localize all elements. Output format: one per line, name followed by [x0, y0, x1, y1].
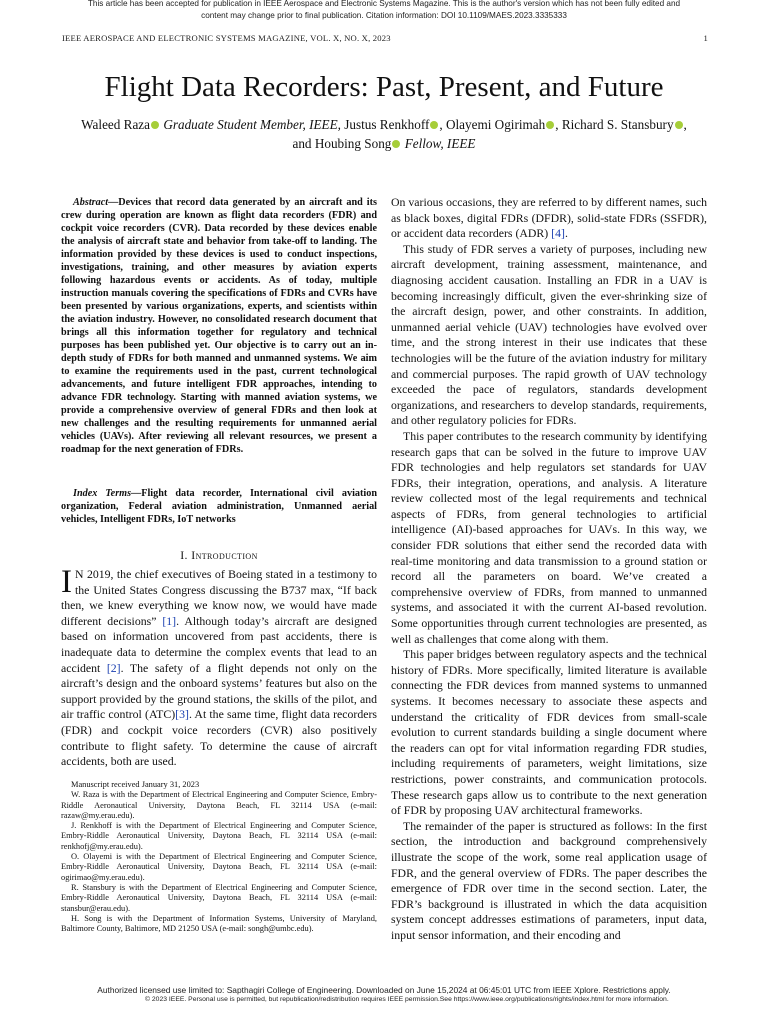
- citation-link[interactable]: [1]: [162, 613, 177, 628]
- footnote: R. Stansbury is with the Department of Electrical Engineering and Computer Science, Embry-Riddle Aeronautical University, Daytona Beach, FL 32114 USA (e-mail: stansbur@erau.edu).: [61, 882, 377, 913]
- citation-link[interactable]: [4]: [551, 226, 565, 241]
- body-paragraph: This study of FDR serves a variety of purposes, including new aircraft development, training assessment, maintenance, and diagnosing accident causation. Installing an FDR in a UAV is becoming increasingly difficult, given the ever-shrinking size of the aircraft design, power, and other constraints. In addition, unmanned aerial vehicle (UAV) technologies have evolved over time, and the strong interest in their use indicates that these technologies will be the future of the aviation industry for military and commercial purposes. The rapid growth of UAV technology exceeded the pace of regulators, standards development organizations, and researchers to develop standards, requirements, and other regulatory policies for FDRs.: [391, 241, 707, 428]
- copyright-footer: © 2023 IEEE. Personal use is permitted, but republication/redistribution requires IEEE permission.See https://www.ieee.org/publications/rights/index.html for more information.: [145, 996, 669, 1003]
- intro-text: N 2019, the chief executives of Boeing stated in a testimony to the United States Congress discussing the B737 max, “If back then, we knew everything we know now, we would have made different decisions”: [61, 567, 377, 628]
- orcid-icon[interactable]: [675, 121, 683, 129]
- body-paragraph: This paper contributes to the research community by identifying research gaps that can be solved in the future to improve UAV FDR technologies and help regulators set standards for UAV FDRs, their integration, operations, and analysis. A literature review collected most of the legal requirements and technical aspects of FDRs, from general technologies to artificial intelligence (AI)-based approaches for UAVs. In this way, we consider FDR solutions that either send the recorded data with real-time monitoring and data transmission to a ground station or record all the parameters on board. We’ve created a comprehensive overview of FDRs, from manned to unmanned systems, and associated it with the current AI-based revolution. Some opportunities through current technologies are presented, as well as challenges that come along with them.: [391, 428, 707, 646]
- publication-notice-line-1: This article has been accepted for publication in IEEE Aerospace and Electronic Systems Magazine. This is the author's version which has not been fully edited and: [87, 0, 681, 8]
- abstract-text: —Devices that record data generated by an aircraft and its crew during operation are known as flight data recorders (FDR) and cockpit voice recorders (CVR). Data recorded by these devices enable the analysis of aircraft state and behavior from take-off to landing. The information provided by these devices is used to conduct inspections, investigations, training, and other measures by aviation experts following hazardous events or accidents. As of today, multiple instruction manuals covering the specifications of FDRs and CVRs have been presented by various organizations, experts, and scientists within the aviation industry. However, no consolidated research document that brings all this information together for regulatory and technical purposes has been published yet. Our objective is to carry out an in-depth study of FDRs for both manned and unmanned systems. We aim to examine the requirements used in the past, current technological advancements, and future intelligent FDR approaches, intending to advance FDR technology. Starting with manned aviation systems, we provide a comprehensive overview of general FDRs and then look at new challenges and the resulting requirements for unmanned aerial vehicles (UAVs). After reviewing all relevant resources, we present a roadmap for the next generation of FDRs.: [61, 197, 377, 455]
- footnote: J. Renkhoff is with the Department of Electrical Engineering and Computer Science, Embry-Riddle Aeronautical University, Daytona Beach, FL 32114 USA (e-mail: renkhofj@my.erau.edu).: [61, 821, 377, 851]
- citation-link[interactable]: [3]: [175, 707, 189, 722]
- license-footer: Authorized licensed use limited to: Sapthagiri College of Engineering. Downloaded on June 15,2024 at 06:45:01 UTC from IEEE Xplore. Restrictions apply.: [97, 985, 671, 995]
- author-list: [60, 115, 708, 153]
- footnote: Manuscript received January 31, 2023: [71, 780, 200, 789]
- author-name[interactable]: Waleed Raza: [81, 117, 151, 132]
- index-terms-label: Index Terms: [73, 488, 132, 499]
- running-head: [62, 33, 708, 43]
- author-name[interactable]: Olayemi Ogirimah: [445, 117, 546, 132]
- intro-text: . The safety of a flight depends not only on the aircraft’s design and the onboard systems’ features but also on the support provided by the ground stations, the skills of the pilot, and air traffic control (ATC): [61, 660, 377, 722]
- paragraph-text: On various occasions, they are referred to by different names, such as black boxes, digital FDRs (DFDR), solid-state FDRs (SSFDR), or accident data recorders (ADR): [391, 195, 707, 241]
- orcid-icon[interactable]: [392, 140, 400, 148]
- journal-name: IEEE AEROSPACE AND ELECTRONIC SYSTEMS MAGAZINE, VOL. X, NO. X, 2023: [62, 33, 391, 43]
- paper-title: Flight Data Recorders: Past, Present, and Future: [104, 71, 664, 103]
- orcid-icon[interactable]: [430, 121, 438, 129]
- author-name[interactable]: Richard S. Stansbury: [561, 117, 674, 132]
- orcid-icon[interactable]: [151, 121, 159, 129]
- body-paragraph: The remainder of the paper is structured as follows: In the first section, the introduction and background comprehensively illustrate the scope of the work, some real application usage of FDR, and the general overview of FDRs. The paper describes the emergence of FDR over time in the second section. Later, the FDR’s background is illustrated in which the data acquisition system concept addresses estimations of parameters, input data, input sensor information, and their encoding and: [391, 818, 707, 942]
- drop-cap: I: [61, 564, 72, 600]
- intro-text: . At the same time, flight data recorders (FDR) and cockpit voice recorders (CVR) also positively contribute to flight safety. To determine the cause of aircraft accidents, both are used.: [61, 707, 377, 769]
- section-number: I.: [180, 548, 188, 562]
- footnote: H. Song is with the Department of Information Systems, University of Maryland, Baltimore County, Baltimore, MD 21250 USA (e-mail: songh@umbc.edu).: [61, 913, 377, 934]
- author-name[interactable]: Justus Renkhoff: [344, 117, 430, 132]
- footnote: W. Raza is with the Department of Electrical Engineering and Computer Science, Embry-Riddle Aeronautical University, Daytona Beach, FL 32114 USA (e-mail: razaw@my.erau.edu).: [61, 790, 377, 820]
- abstract: [61, 196, 377, 456]
- index-terms-text: —Flight data recorder, International civil aviation organization, Federal aviation administration, Unmanned aerial vehicles, Intelligent FDRs, IoT networks: [61, 488, 377, 525]
- page-number: 1: [703, 33, 708, 43]
- publication-notice-line-2: content may change prior to final publication. Citation information: DOI 10.1109/MAES.2023.3335333: [201, 11, 567, 20]
- author-separator: ,: [439, 117, 443, 132]
- body-paragraph: This paper bridges between regulatory aspects and the technical history of FDRs. More specifically, limited literature is available connecting the FDR devices from manned systems to unmanned systems. It becomes necessary to associate these aspects and understand the criticality of FDR devices from small-scale evolution to current standards building a single document where the readers can opt for vital information regarding FDR studies, including requirements of parameters, weight limitations, size restrictions, power constraints, and communication protocols. These research gaps allow us to contribute to the next generation of FDR by proposing UAV architectural frameworks.: [391, 647, 707, 818]
- author-affiliation: Fellow, IEEE: [401, 136, 476, 151]
- body-paragraph: [391, 195, 707, 242]
- section-title: Introduction: [191, 548, 258, 562]
- right-column-body: [391, 195, 707, 944]
- author-affiliation: Graduate Student Member, IEEE,: [160, 117, 341, 132]
- author-separator: ,: [555, 117, 559, 132]
- paragraph-text: .: [564, 226, 568, 241]
- footnote: O. Olayemi is with the Department of Electrical Engineering and Computer Science, Embry-Riddle Aeronautical University, Daytona Beach, FL 32114 USA (e-mail: ogirimao@my.erau.edu).: [61, 852, 377, 882]
- author-name[interactable]: and Houbing Song: [292, 136, 392, 151]
- citation-link[interactable]: [2]: [106, 660, 121, 675]
- orcid-icon[interactable]: [546, 121, 554, 129]
- author-separator: ,: [683, 117, 687, 132]
- abstract-label: Abstract: [73, 197, 109, 208]
- section-heading: [61, 548, 377, 563]
- footnotes: [61, 780, 377, 934]
- introduction-paragraph: [61, 564, 377, 770]
- intro-text: . Although today’s aircraft are designed based on information uncovered from past accidents, there is inadequate data to determine the complex events that lead to an accident: [61, 613, 377, 675]
- index-terms: [61, 487, 377, 526]
